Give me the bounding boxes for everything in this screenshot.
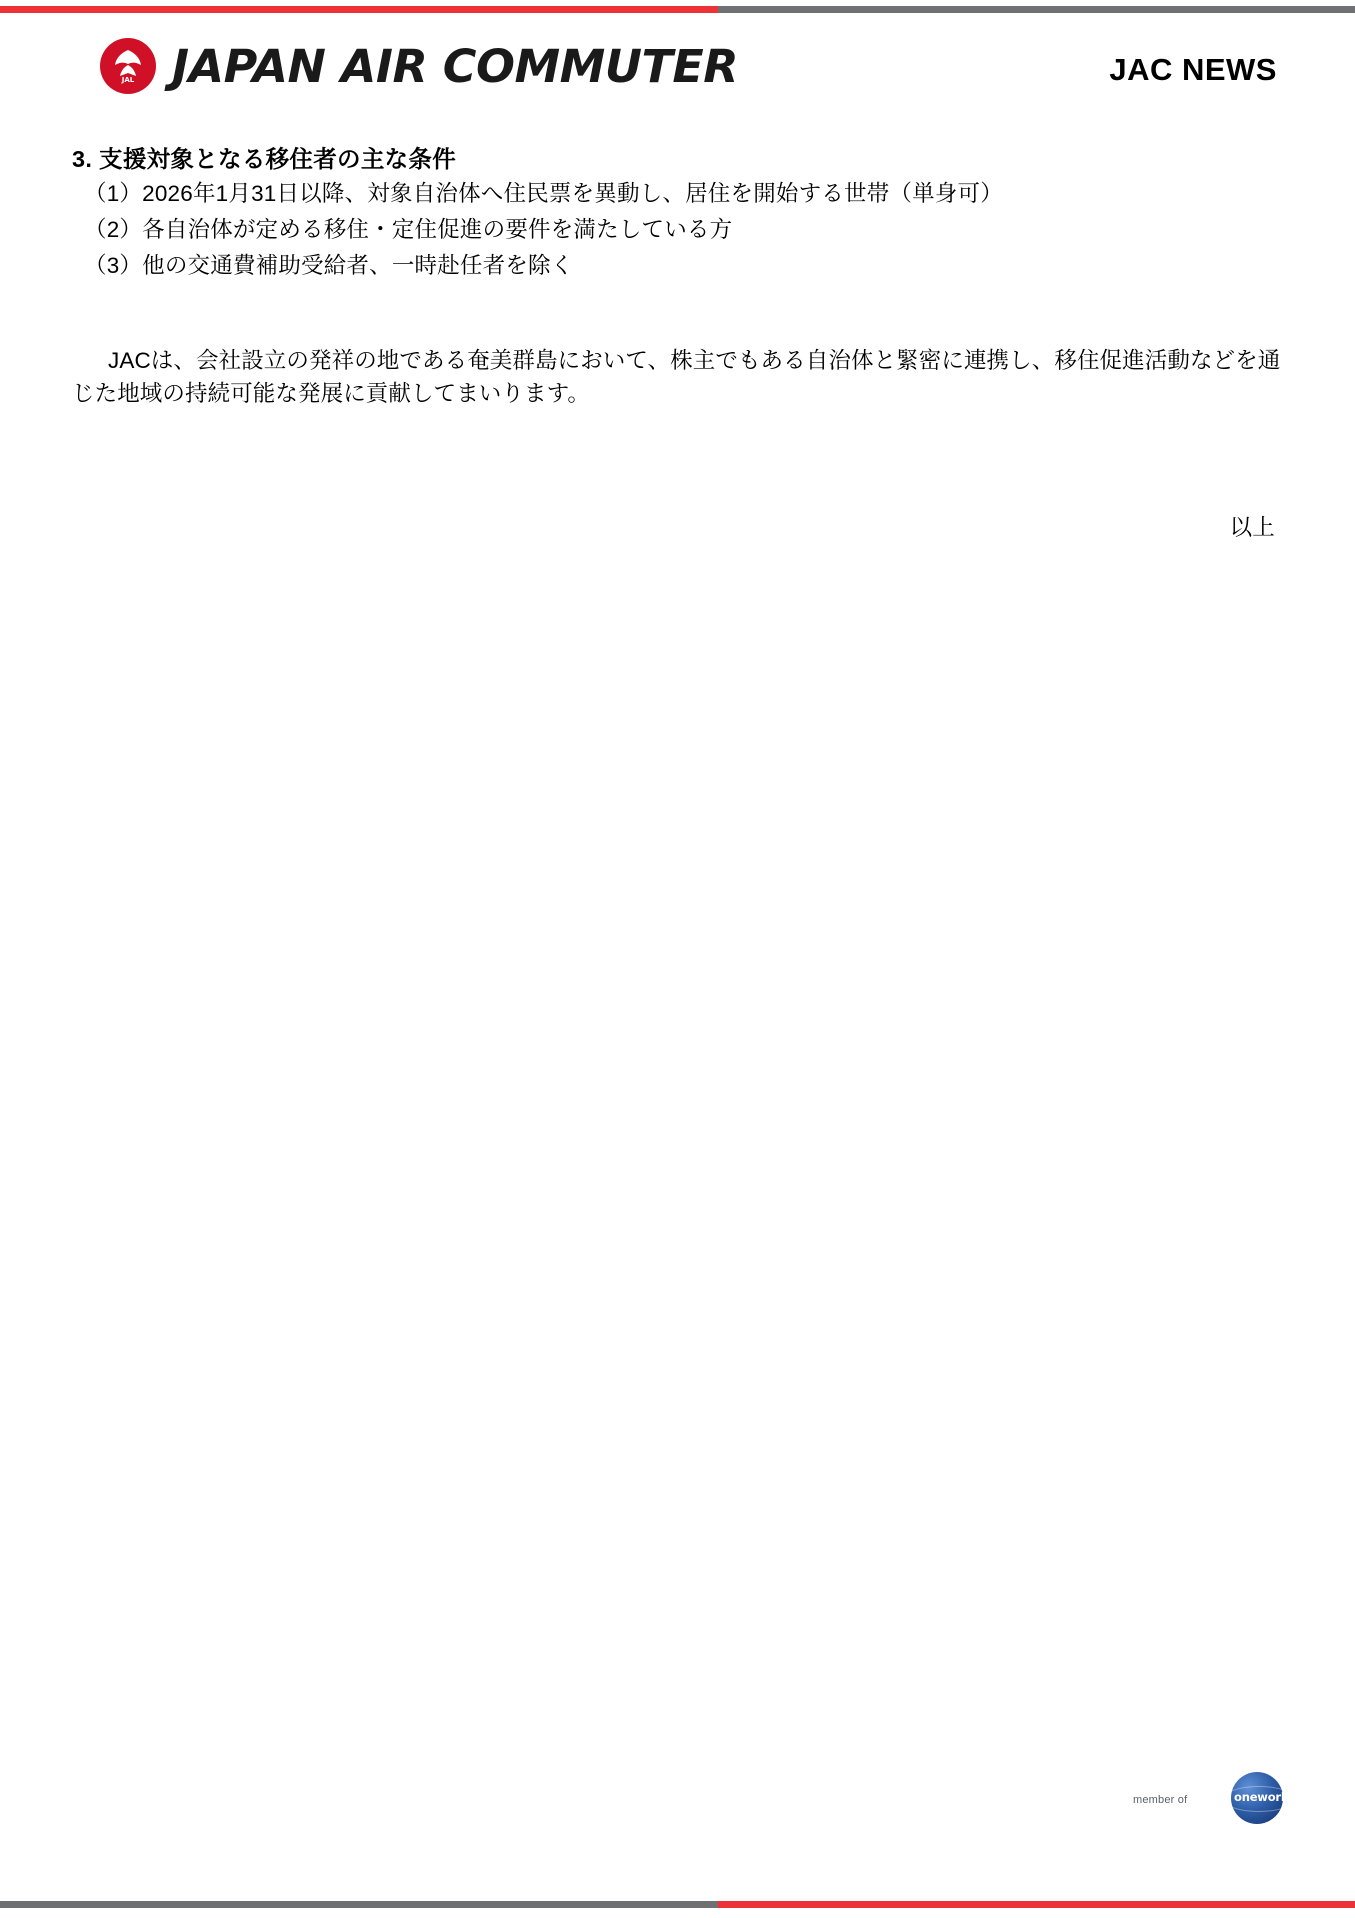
- oneworld-member-text: member of: [1133, 1794, 1188, 1806]
- crane-glyph: [108, 46, 148, 86]
- logo-wordmark: JAPAN AIR COMMUTER: [172, 40, 739, 93]
- news-label: JAC NEWS: [1109, 52, 1277, 87]
- jal-crane-icon: [100, 38, 156, 94]
- oneworld-name: oneworld: [1234, 1790, 1293, 1804]
- top-rule-gray-segment: [718, 6, 1355, 13]
- oneworld-badge: [1133, 1770, 1293, 1826]
- condition-item-1: （1）2026年1月31日以降、対象自治体へ住民票を異動し、居住を開始する世帯（単身可）: [84, 181, 1003, 206]
- svg-text:JAL: JAL: [121, 76, 135, 84]
- bottom-rule-gray-segment: [0, 1901, 718, 1908]
- section-heading: 3. 支援対象となる移住者の主な条件: [72, 146, 457, 172]
- document-header: [0, 38, 1355, 100]
- closing-mark: 以上: [1229, 515, 1275, 540]
- top-rule-red-segment: [0, 6, 718, 13]
- closing-paragraph: JACは、会社設立の発祥の地である奄美群島において、株主でもある自治体と緊密に連携し、移住促進活動などを通じた地域の持続可能な発展に貢献してまいります。: [72, 348, 1281, 407]
- condition-item-3: （3）他の交通費補助受給者、一時赴任者を除く: [84, 253, 574, 278]
- top-rule: [0, 6, 1355, 13]
- condition-item-2: （2）各自治体が定める移住・定住促進の要件を満たしている方: [84, 217, 733, 242]
- bottom-rule: [0, 1901, 1355, 1908]
- bottom-rule-red-segment: [718, 1901, 1355, 1908]
